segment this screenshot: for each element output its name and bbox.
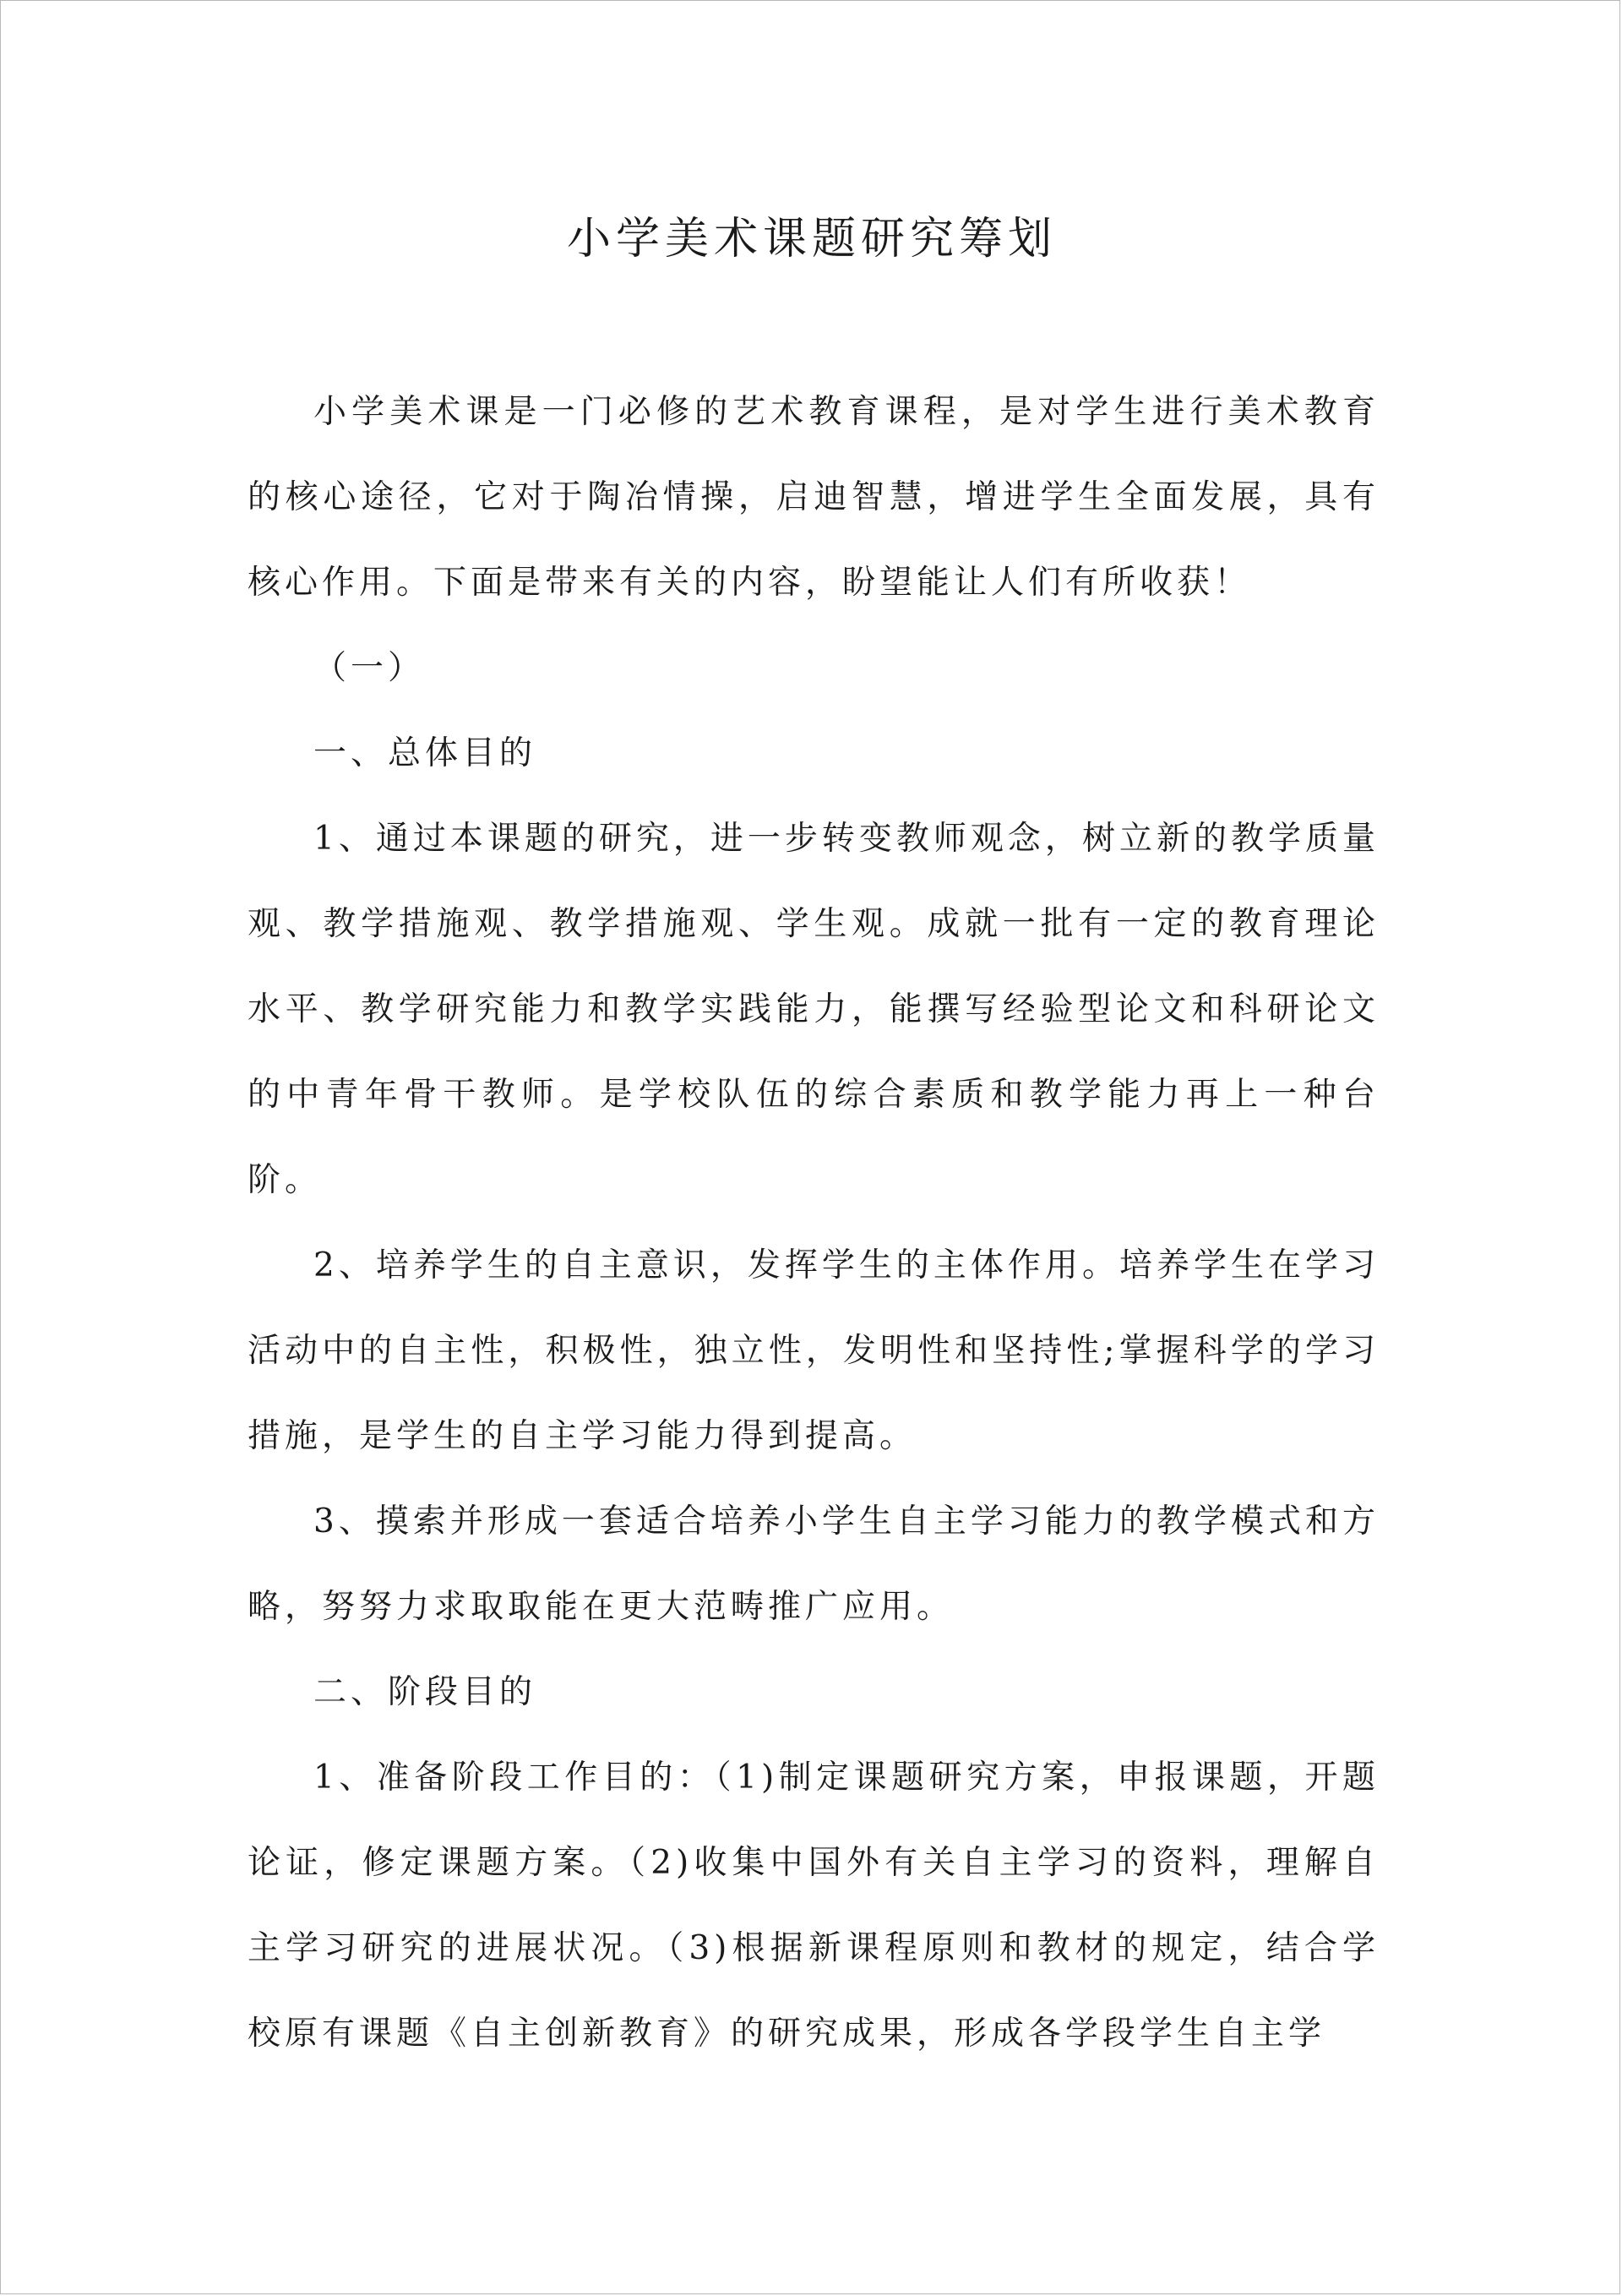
goal-item-2: 2、培养学生的自主意识，发挥学生的主体作用。培养学生在学习活动中的自主性，积极性，独立性，发明性和坚持性;掌握科学的学习措施，是学生的自主学习能力得到提高。 <box>248 1246 1380 1455</box>
intro-paragraph: 小学美术课是一门必修的艺术教育课程，是对学生进行美术教育的核心途径，它对于陶冶情操，启迪智慧，增进学生全面发展，具有核心作用。下面是带来有关的内容，盼望能让人们有所收获！ <box>248 393 1380 602</box>
section-heading-stage-goals: 二、阶段目的 <box>313 1673 537 1711</box>
goal-item-1: 1、通过本课题的研究，进一步转变教师观念，树立新的教学质量观、教学措施观、教学措施观、学生观。成就一批有一定的教育理论水平、教学研究能力和教学实践能力，能撰写经验型论文和科研论文的中青年骨干教师。是学校队伍的综合素质和教学能力再上一种台阶。 <box>248 820 1380 1199</box>
document-title: 小学美术课题研究筹划 <box>566 214 1057 265</box>
goal-item-3: 3、摸索并形成一套适合培养小学生自主学习能力的教学模式和方略，努努力求取取能在更大范畴推广应用。 <box>248 1502 1380 1626</box>
part-one-marker: （一） <box>313 649 426 687</box>
stage-item-1: 1、准备阶段工作目的：（1)制定课题研究方案，申报课题，开题论证，修定课题方案。（2)收集中国外有关自主学习的资料，理解自主学习研究的进展状况。（3)根据新课程原则和教材的规定，结合学校原有课题《自主创新教育》的研究成果，形成各学段学生自主学 <box>248 1759 1380 2053</box>
document-body <box>248 369 1380 2076</box>
section-heading-overall-goals: 一、总体目的 <box>313 734 537 772</box>
